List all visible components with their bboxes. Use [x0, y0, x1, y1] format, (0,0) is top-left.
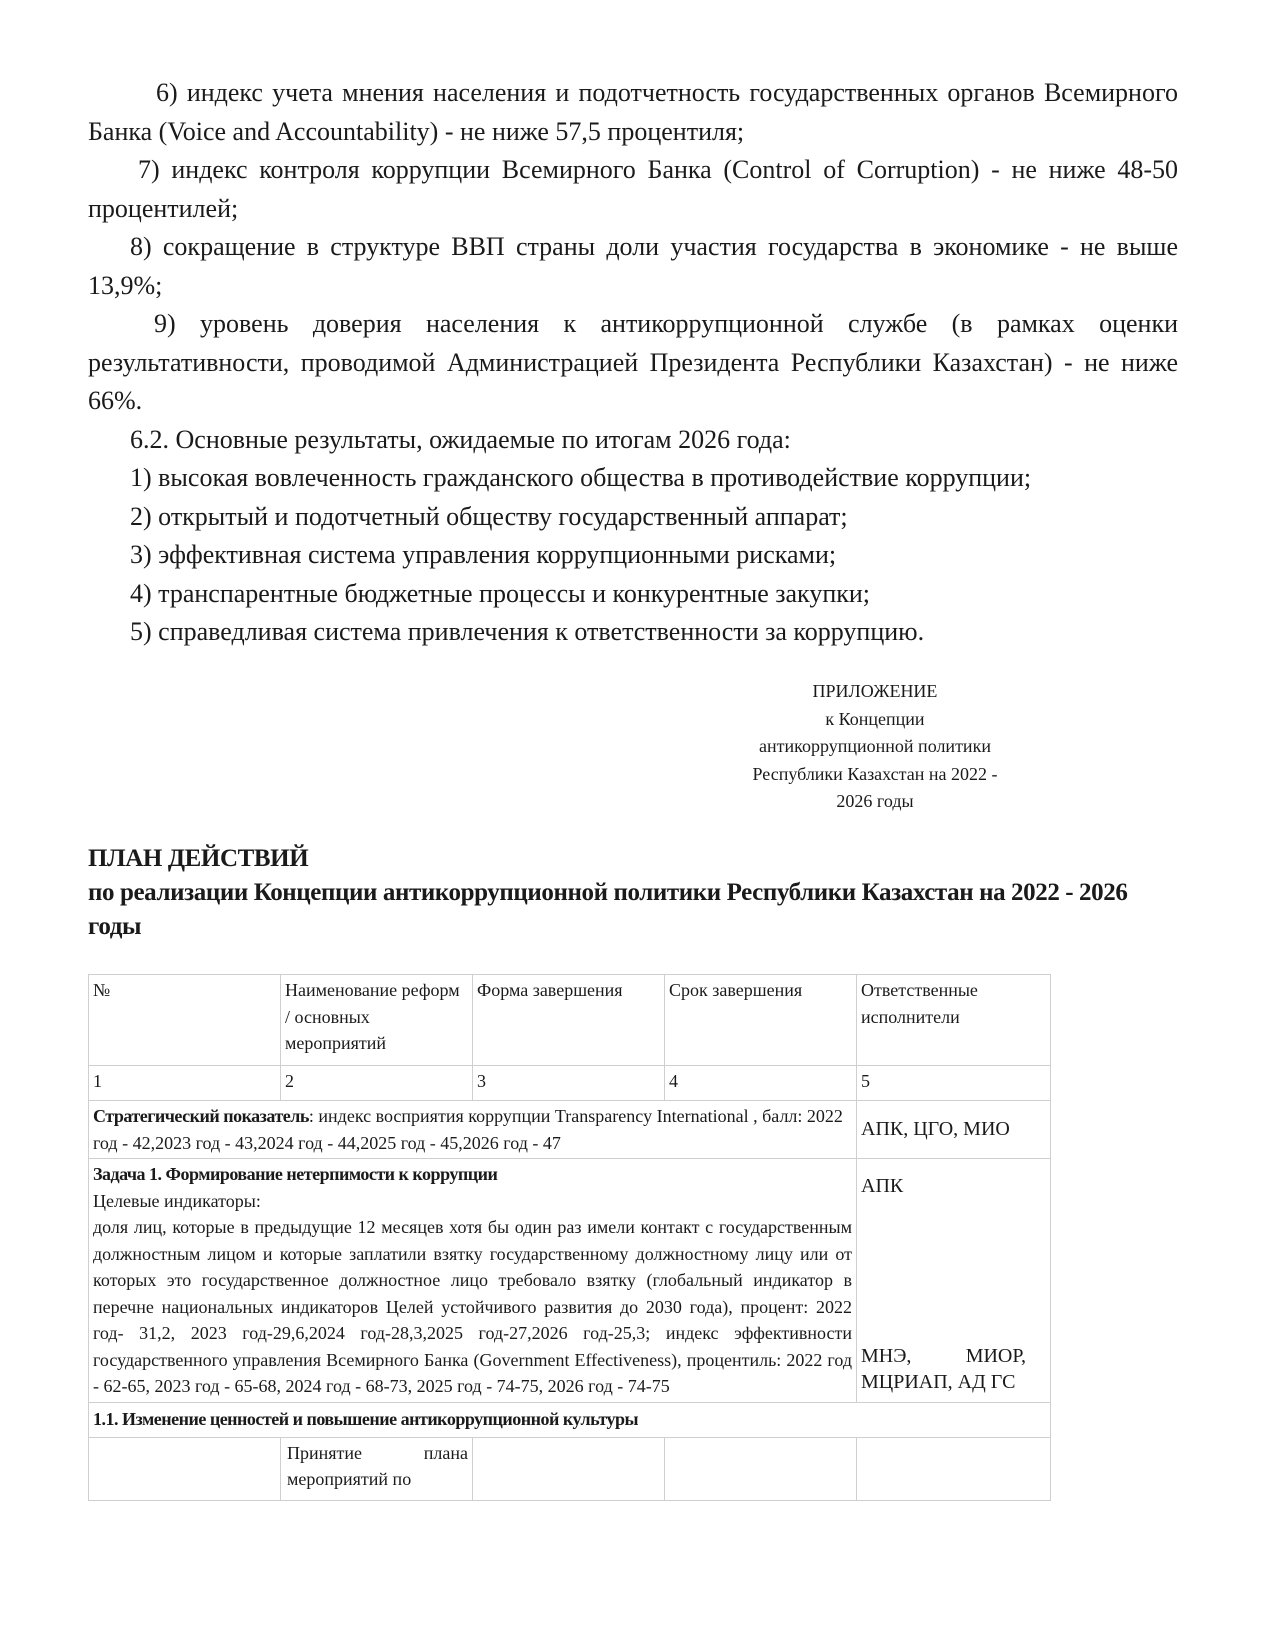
header-cell-number: № — [89, 975, 281, 1066]
paragraph-item-7: 7) индекс контроля коррупции Всемирного Банка (Control of Corruption) - не ниже 48-50 процентилей; — [88, 155, 1178, 223]
table-cell — [857, 1437, 1051, 1500]
appendix-line: ПРИЛОЖЕНИЕ — [812, 681, 938, 701]
table-cell — [473, 1437, 665, 1500]
action-plan-table — [88, 974, 1051, 1501]
task1-indicators-label: Целевые индикаторы: — [93, 1190, 261, 1211]
result-item: 1) высокая вовлеченность гражданского общества в противодействие коррупции; — [130, 463, 1032, 492]
table-header-row — [89, 975, 1051, 1066]
column-number: 4 — [665, 1066, 857, 1101]
task1-indicators-text: доля лиц, которые в предыдущие 12 месяцев хотя бы один раз имели контакт с государственным должностным лицом и которые заплатили взятку государственному должностному лицу или от которых это государственное должностное лицо требовало взятку (глобальный индикатор в перечне национальных индикаторов Целей устойчивого развития до 2030 года), процент: 2022 год- 31,2, 2023 год-29,6,2024 год-28,3,2025 год-27,2026 год-25,3; индекс эффективности государственного управления Всемирного Банка (Government Effectiveness), процентиль: 2022 год - 62-65, 2023 год - 65-68, 2024 год - 68-73, 2025 год - 74-75, 2026 год - 74-75 — [93, 1217, 852, 1396]
paragraph-item-8: 8) сокращение в структуре ВВП страны доли участия государства в экономике - не выше 13,9%; — [88, 232, 1178, 300]
appendix-line: 2026 годы — [836, 791, 914, 811]
task1-title: Задача 1. Формирование нетерпимости к коррупции — [93, 1164, 498, 1184]
paragraph-item-9: 9) уровень доверия населения к антикоррупционной службе (в рамках оценки результативности, проводимой Администрацией Президента Республики Казахстан) - не ниже 66%. — [88, 309, 1178, 415]
strategic-label: Стратегический показатель — [93, 1106, 309, 1126]
result-item: 2) открытый и подотчетный обществу государственный аппарат; — [130, 501, 848, 531]
appendix-line: к Концепции — [825, 708, 925, 729]
table-cell-measure: Принятие плана мероприятий по — [281, 1437, 473, 1500]
strategic-executors: АПК, ЦГО, МИО — [857, 1101, 1051, 1159]
appendix-line: антикоррупционной политики — [759, 736, 991, 756]
appendix-block — [700, 678, 1050, 816]
section-1-1-title: 1.1. Изменение ценностей и повышение антикоррупционной культуры — [89, 1402, 1051, 1437]
column-number: 5 — [857, 1066, 1051, 1101]
table-cell — [89, 1437, 281, 1500]
paragraph-item-6: 6) индекс учета мнения населения и подотчетность государственных органов Всемирного Банка (Voice and Accountability) - не ниже 57,5 процентиля; — [88, 78, 1178, 146]
header-cell-executors: Ответственные исполнители — [857, 975, 1051, 1066]
table-number-row — [89, 1066, 1051, 1101]
table-row-section — [89, 1402, 1051, 1437]
strategic-indicator-cell — [89, 1101, 857, 1159]
column-number: 2 — [281, 1066, 473, 1101]
header-cell-form: Форма завершения — [473, 975, 665, 1066]
appendix-line: Республики Казахстан на 2022 - — [752, 763, 998, 784]
results-heading: 6.2. Основные результаты, ожидаемые по итогам 2026 года: — [130, 424, 791, 454]
plan-subtitle: по реализации Концепции антикоррупционной политики Республики Казахстан на 2022 - 2026 годы — [88, 879, 1128, 940]
result-item: 4) транспарентные бюджетные процессы и конкурентные закупки; — [130, 578, 870, 608]
strategic-text: : индекс восприятия коррупции Transparency International , балл: 2022 год - 42,2023 год - 43,2024 год - 44,2025 год - 45,2026 год - 47 — [93, 1106, 843, 1153]
result-item: 3) эффективная система управления коррупционными рисками; — [130, 540, 837, 569]
header-cell-measures: Наименование реформ / основных мероприятий — [281, 975, 473, 1066]
result-item: 5) справедливая система привлечения к ответственности за коррупцию. — [130, 617, 925, 646]
column-number: 3 — [473, 1066, 665, 1101]
task1-executor-top: АПК — [861, 1175, 904, 1197]
header-cell-deadline: Срок завершения — [665, 975, 857, 1066]
plan-heading — [88, 842, 1168, 944]
column-number: 1 — [89, 1066, 281, 1101]
plan-title: ПЛАН ДЕЙСТВИЙ — [88, 845, 309, 872]
table-row — [89, 1437, 1051, 1500]
task1-cell — [89, 1159, 857, 1403]
task1-executors-cell — [857, 1159, 1051, 1403]
table-row-strategic — [89, 1101, 1051, 1159]
table-row-task1 — [89, 1159, 1051, 1403]
table-cell — [665, 1437, 857, 1500]
task1-executor-bottom: МНЭ, МИОР, МЦРИАП, АД ГС — [861, 1344, 1026, 1393]
document-body — [88, 74, 1178, 652]
